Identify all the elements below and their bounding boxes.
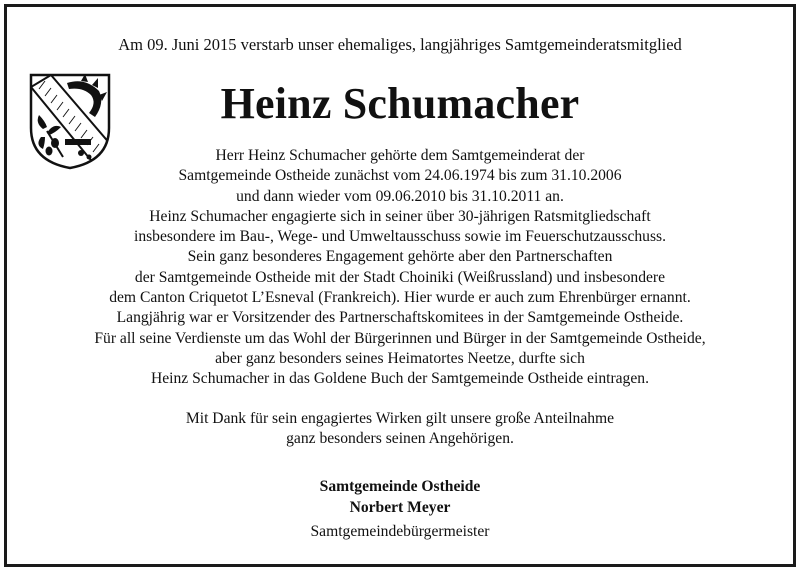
body-line: und dann wieder vom 09.06.2010 bis 31.10.2011 an. (236, 187, 564, 205)
signature-title: Samtgemeindebürgermeister (310, 523, 490, 540)
deceased-name: Heinz Schumacher (220, 79, 580, 128)
body-line: der Samtgemeinde Ostheide mit der Stadt Choiniki (Weißrussland) und insbesondere (134, 268, 666, 286)
body-line: Für all seine Verdienste um das Wohl der Bürgerinnen und Bürger in der Samtgemeinde Ostheide, (94, 329, 706, 347)
thanks-line: Mit Dank für sein engagiertes Wirken gilt unsere große Anteilnahme (185, 410, 615, 427)
body-line: Langjährig war er Vorsitzender des Partnerschaftskomitees in der Samtgemeinde Ostheide. (116, 309, 684, 327)
body-line: insbesondere im Bau-, Wege- und Umweltausschuss sowie im Feuerschutzausschuss. (133, 228, 666, 246)
body-line: aber ganz besonders seines Heimatortes Neetze, durfte sich (215, 349, 585, 367)
body-line: Sein ganz besonderes Engagement gehörte aber den Partnerschaften (187, 248, 613, 266)
body-line: dem Canton Criquetot L’Esneval (Frankreich). Hier wurde er auch zum Ehrenbürger ernannt. (109, 289, 691, 307)
thanks-line: ganz besonders seinen Angehörigen. (286, 430, 514, 448)
body-line: Heinz Schumacher engagierte sich in seiner über 30-jährigen Ratsmitgliedschaft (149, 207, 651, 225)
signature-block (0, 476, 800, 542)
body-line: Herr Heinz Schumacher gehörte dem Samtgemeinderat der (215, 147, 585, 164)
intro-line: Am 09. Juni 2015 verstarb unser ehemaliges, langjähriges Samtgemeinderatsmitglied (118, 35, 682, 54)
body-line: Heinz Schumacher in das Goldene Buch der Samtgemeinde Ostheide eintragen. (151, 370, 649, 388)
signature-organization: Samtgemeinde Ostheide (319, 478, 481, 495)
obituary-body (0, 146, 800, 390)
condolence-paragraph (0, 409, 800, 450)
signature-person: Norbert Meyer (349, 499, 451, 516)
body-line: Samtgemeinde Ostheide zunächst vom 24.06.1974 bis zum 31.10.2006 (178, 167, 622, 185)
